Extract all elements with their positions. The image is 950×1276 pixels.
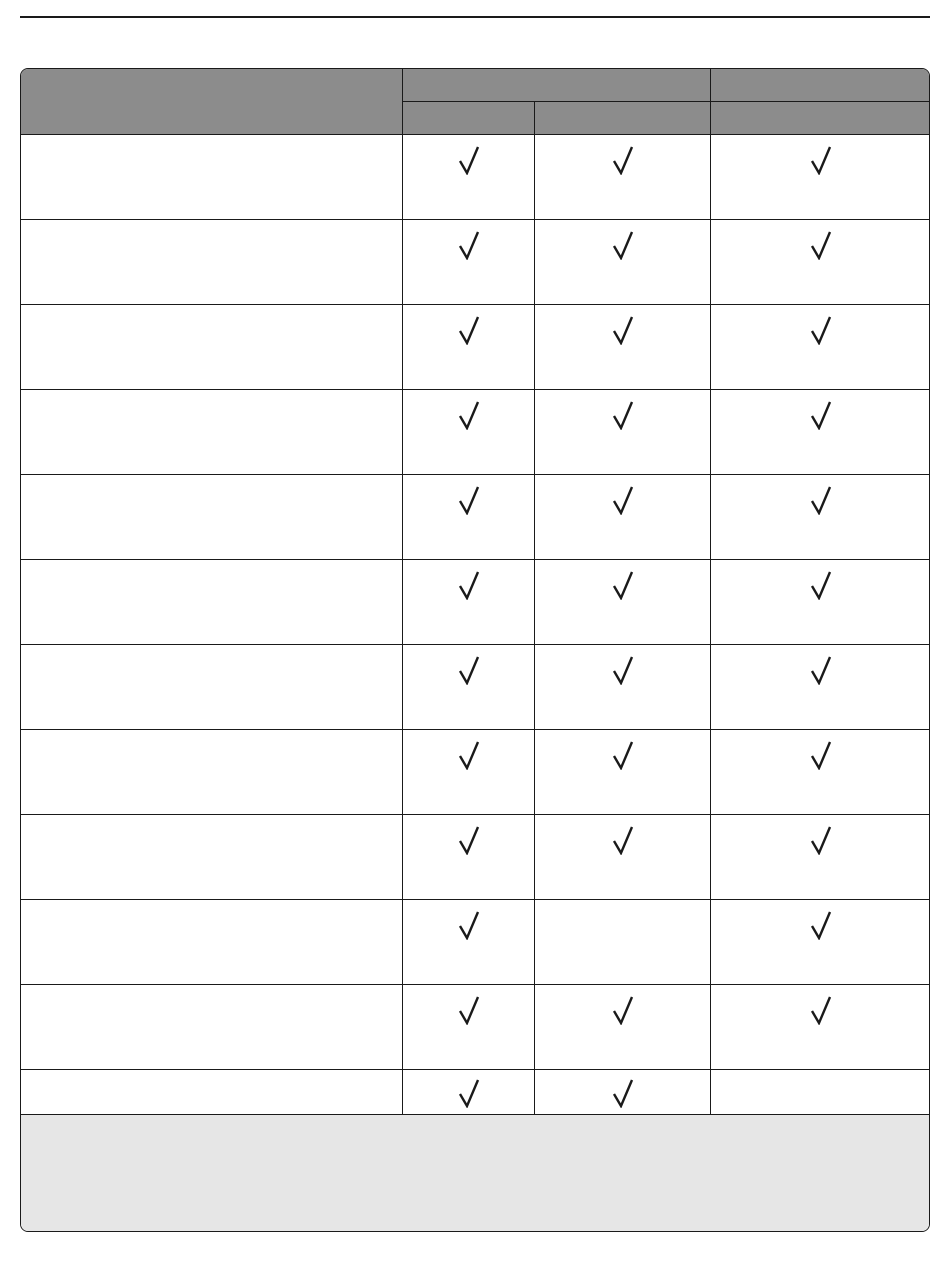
check-cell [403, 645, 535, 730]
check-cell [403, 560, 535, 645]
check-cell [403, 1070, 535, 1118]
table-row [21, 220, 931, 305]
check-cell [403, 815, 535, 900]
compatibility-table [20, 68, 930, 1232]
row-label [21, 220, 403, 305]
checkmark-icon [458, 315, 480, 345]
header-sub-b1 [711, 102, 931, 135]
check-cell [403, 985, 535, 1070]
table-row [21, 900, 931, 985]
check-cell [403, 900, 535, 985]
checkmark-icon [810, 995, 832, 1025]
check-cell [711, 1070, 931, 1118]
table-row [21, 390, 931, 475]
checkmark-icon [810, 655, 832, 685]
check-cell [711, 390, 931, 475]
check-cell [711, 560, 931, 645]
row-label [21, 560, 403, 645]
checkmark-icon [458, 995, 480, 1025]
check-cell [711, 475, 931, 560]
checkmark-icon [810, 910, 832, 940]
checkmark-icon [810, 570, 832, 600]
checkmark-icon [458, 145, 480, 175]
checkmark-icon [612, 230, 634, 260]
checkmark-icon [810, 485, 832, 515]
check-cell [711, 305, 931, 390]
table-row [21, 560, 931, 645]
table-row [21, 815, 931, 900]
header-sub-a1 [403, 102, 535, 135]
footnote-box [21, 1114, 929, 1231]
checkmark-icon [612, 145, 634, 175]
checkmark-icon [458, 485, 480, 515]
header-label-column [21, 69, 403, 135]
checkmark-icon [810, 400, 832, 430]
checkmark-icon [458, 825, 480, 855]
row-label [21, 900, 403, 985]
checkmark-icon [810, 825, 832, 855]
header-sub-a2 [535, 102, 711, 135]
table-row [21, 985, 931, 1070]
check-cell [403, 390, 535, 475]
table-row [21, 645, 931, 730]
checkmark-icon [612, 655, 634, 685]
table-row [21, 730, 931, 815]
check-cell [711, 815, 931, 900]
checkmark-icon [458, 400, 480, 430]
check-cell [535, 560, 711, 645]
checkmark-icon [612, 740, 634, 770]
checkmark-icon [810, 230, 832, 260]
checkmark-icon [612, 315, 634, 345]
table-body [21, 135, 931, 1118]
row-label [21, 985, 403, 1070]
checkmark-icon [612, 485, 634, 515]
row-label [21, 305, 403, 390]
check-cell [535, 475, 711, 560]
table-row [21, 475, 931, 560]
check-cell [711, 985, 931, 1070]
check-cell [403, 220, 535, 305]
checkmark-icon [810, 740, 832, 770]
checkmark-icon [458, 910, 480, 940]
checkmark-icon [458, 230, 480, 260]
row-label [21, 475, 403, 560]
checkmark-icon [458, 570, 480, 600]
check-cell [711, 730, 931, 815]
checkmark-icon [612, 570, 634, 600]
table-row [21, 305, 931, 390]
checkmark-icon [612, 1078, 634, 1108]
check-cell [403, 135, 535, 220]
check-cell [711, 220, 931, 305]
row-label [21, 645, 403, 730]
row-label [21, 135, 403, 220]
row-label [21, 390, 403, 475]
header-group-a [403, 69, 711, 102]
row-label [21, 1070, 403, 1118]
check-cell [535, 730, 711, 815]
check-cell [535, 815, 711, 900]
header-group-b [711, 69, 931, 102]
check-cell [535, 645, 711, 730]
row-label [21, 730, 403, 815]
table-row [21, 135, 931, 220]
check-cell [535, 985, 711, 1070]
check-cell [535, 390, 711, 475]
header-row-1 [21, 69, 931, 102]
checkmark-icon [810, 315, 832, 345]
row-label [21, 815, 403, 900]
table-row [21, 1070, 931, 1118]
checkmark-icon [612, 825, 634, 855]
check-cell [403, 475, 535, 560]
checkmark-icon [810, 145, 832, 175]
checkmark-icon [612, 995, 634, 1025]
check-cell [535, 305, 711, 390]
checkmark-icon [458, 1078, 480, 1108]
check-cell [535, 900, 711, 985]
checkmark-icon [458, 655, 480, 685]
check-cell [403, 730, 535, 815]
check-cell [403, 305, 535, 390]
check-cell [711, 645, 931, 730]
check-cell [711, 135, 931, 220]
check-cell [711, 900, 931, 985]
check-cell [535, 220, 711, 305]
checkmark-icon [612, 400, 634, 430]
check-cell [535, 1070, 711, 1118]
check-cell [535, 135, 711, 220]
top-rule [20, 16, 930, 18]
table [20, 68, 930, 1118]
checkmark-icon [458, 740, 480, 770]
